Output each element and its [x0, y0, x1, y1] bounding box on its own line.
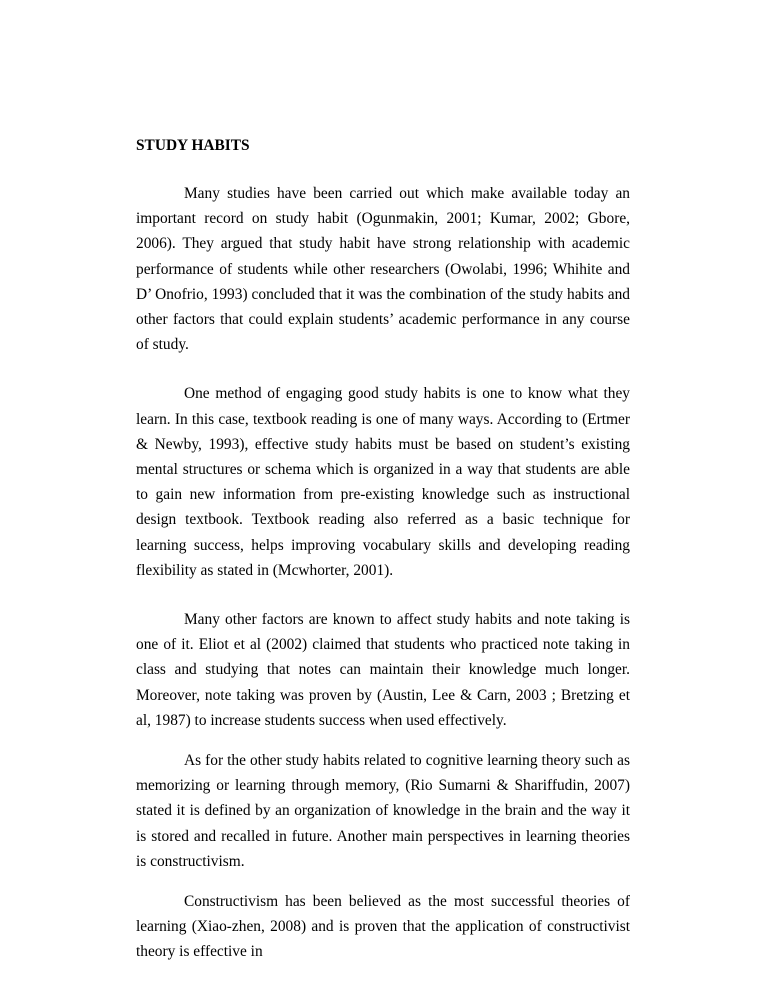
paragraph-4: As for the other study habits related to cognitive learning theory such as memorizing or learning through memory, (Rio Sumarni & Shariffudin, 2007) stated it is defined by an organization of knowledge in the brain and the way it is stored and recalled in future. Another main perspectives in learning theories is constructivism. — [136, 752, 630, 870]
paragraph-3: Many other factors are known to affect study habits and note taking is one of it. Eliot et al (2002) claimed that students who practiced note taking in class and studying that notes can maintain their knowledge much longer. Moreover, note taking was proven by (Austin, Lee & Carn, 2003 ; Bretzing et al, 1987) to increase students success when used effectively. — [136, 611, 630, 729]
paragraph-1: Many studies have been carried out which make available today an important record on study habit (Ogunmakin, 2001; Kumar, 2002; Gbore, 2006). They argued that study habit have strong relationship with academic performance of students while other researchers (Owolabi, 1996; Whihite and D’ Onofrio, 1993) concluded that it was the combination of the study habits and other factors that could explain students’ academic performance in any course of study. — [136, 185, 630, 354]
paragraph-2: One method of engaging good study habits is one to know what they learn. In this case, textbook reading is one of many ways. According to (Ertmer & Newby, 1993), effective study habits must be based on student’s existing mental structures or schema which is organized in a way that students are able to gain new information from pre-existing knowledge such as instructional design textbook. Textbook reading also referred as a basic technique for learning success, helps improving vocabulary skills and developing reading flexibility as stated in (Mcwhorter, 2001). — [136, 385, 630, 579]
section-heading: STUDY HABITS — [136, 137, 250, 154]
document-body — [136, 133, 630, 965]
paragraph-5: Constructivism has been believed as the most successful theories of learning (Xiao-zhen, 2008) and is proven that the application of constructivist theory is effective in — [136, 893, 630, 961]
